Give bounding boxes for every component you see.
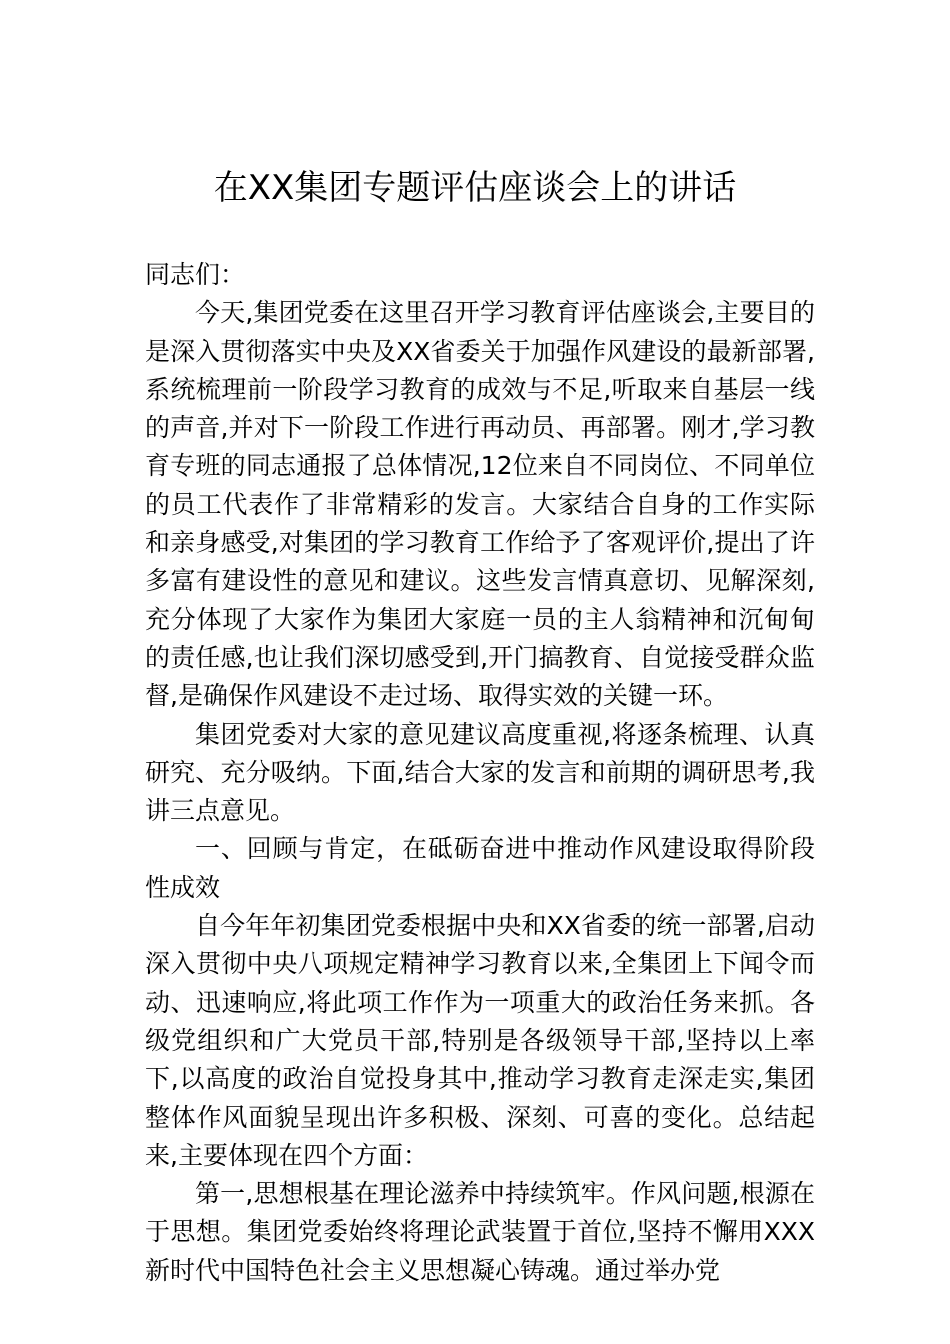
document-body bbox=[145, 256, 815, 1290]
section-heading: 一、回顾与肯定，在砥砺奋进中推动作风建设取得阶段性成效 bbox=[145, 834, 815, 902]
paragraph-first-point: 第一,思想根基在理论滋养中持续筑牢。作风问题,根源在于思想。集团党委始终将理论武装置于首位,坚持不懈用XXX新时代中国特色社会主义思想凝心铸魂。通过举办党 bbox=[145, 1179, 815, 1285]
paragraph-intro: 今天,集团党委在这里召开学习教育评估座谈会,主要目的是深入贯彻落实中央及XX省委关于加强作风建设的最新部署,系统梳理前一阶段学习教育的成效与不足,听取来自基层一线的声音,并对下一阶段工作进行再动员、再部署。刚才,学习教育专班的同志通报了总体情况,12位来自不同岗位、不同单位的员工代表作了非常精彩的发言。大家结合自身的工作实际和亲身感受,对集团的学习教育工作给予了客观评价,提出了许多富有建设性的意见和建议。这些发言情真意切、见解深刻,充分体现了大家作为集团大家庭一员的主人翁精神和沉甸甸的责任感,也让我们深切感受到,开门搞教育、自觉接受群众监督,是确保作风建设不走过场、取得实效的关键一环。 bbox=[145, 298, 815, 711]
paragraph-review: 自今年年初集团党委根据中央和XX省委的统一部署,启动深入贯彻中央八项规定精神学习教育以来,全集团上下闻令而动、迅速响应,将此项工作作为一项重大的政治任务来抓。各级党组织和广大党员干部,特别是各级领导干部,坚持以上率下,以高度的政治自觉投身其中,推动学习教育走深走实,集团整体作风面貌呈现出许多积极、深刻、可喜的变化。总结起来,主要体现在四个方面： bbox=[145, 911, 815, 1170]
document-title: 在XX集团专题评估座谈会上的讲话 bbox=[213, 168, 737, 208]
paragraph-response: 集团党委对大家的意见建议高度重视,将逐条梳理、认真研究、充分吸纳。下面,结合大家的发言和前期的调研思考,我讲三点意见。 bbox=[145, 719, 815, 826]
salutation: 同志们： bbox=[145, 260, 246, 289]
